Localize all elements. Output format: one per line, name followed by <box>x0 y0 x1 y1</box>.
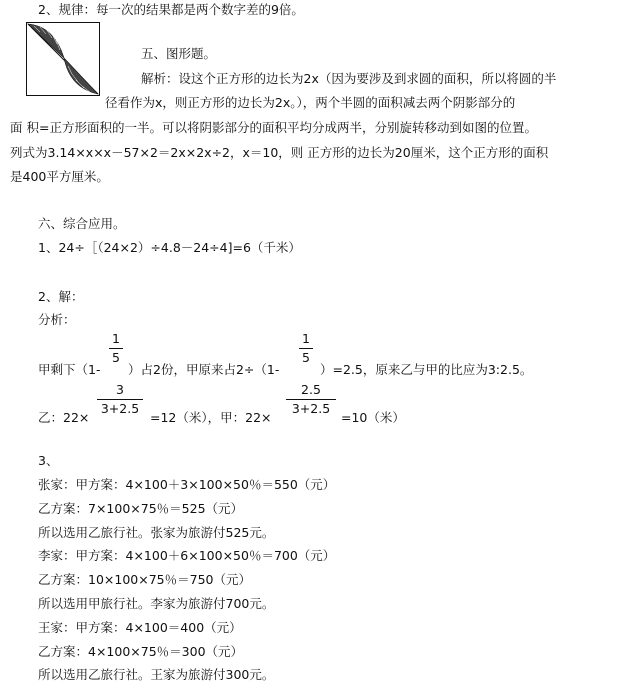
section5-analysis-line2: 径看作为x，则正方形的边长为2x。），两个半圆的面积减去两个阴影部分的 <box>105 95 516 110</box>
q2-line1-b: ）占2份，甲原来占2÷（1- <box>128 362 280 377</box>
section5-analysis-line5: 是400平方厘米。 <box>10 169 109 184</box>
li-plan-a: 李家：甲方案：4×100＋6×100×50％＝700（元） <box>38 548 336 563</box>
q2-line2-a: 乙：22× <box>38 410 90 425</box>
section5-analysis-line3: 面 积=正方形面积的一半。可以将阴影部分的面积平均分成两半，分别旋转移动到如图的位置。 <box>10 120 537 135</box>
section6-title: 六、综合应用。 <box>38 216 126 231</box>
section5-analysis-line1: 解析：设这个正方形的边长为2x（因为要涉及到求圆的面积，所以将圆的半 <box>141 71 557 86</box>
q2-line2-c: =10（米） <box>341 410 405 425</box>
li-plan-b: 乙方案：10×100×75％＝750（元） <box>38 572 251 587</box>
q3-label: 3、 <box>38 453 59 468</box>
section5-title: 五、图形题。 <box>141 46 217 61</box>
zhang-plan-a: 张家：甲方案：4×100＋3×100×50％＝550（元） <box>38 477 336 492</box>
wang-conclusion: 所以选用乙旅行社。王家为旅游付300元。 <box>38 667 275 682</box>
fraction-one-fifth-1: 1 5 <box>109 331 123 366</box>
wang-plan-b: 乙方案：4×100×75％＝300（元） <box>38 644 244 659</box>
zhang-plan-b: 乙方案：7×100×75％＝525（元） <box>38 501 244 516</box>
li-conclusion: 所以选用甲旅行社。李家为旅游付700元。 <box>38 596 275 611</box>
q2-line1-c: ）=2.5，原来乙与甲的比应为3:2.5。 <box>320 362 533 377</box>
q2-line1-a: 甲剩下（1- <box>38 362 101 377</box>
fraction-2p5-over-5p5: 2.5 3+2.5 <box>286 382 336 417</box>
section5-analysis-line4: 列式为3.14×x×x－57×2＝2x×2x÷2，x＝10，则 正方形的边长为20厘米，这个正方形的面积 <box>10 145 549 160</box>
square-figure <box>26 22 100 96</box>
section6-q2: 2、解： <box>38 289 84 304</box>
analysis-label: 分析： <box>38 312 76 327</box>
wang-plan-a: 王家：甲方案：4×100＝400（元） <box>38 620 242 635</box>
zhang-conclusion: 所以选用乙旅行社。张家为旅游付525元。 <box>38 525 275 540</box>
fraction-3-over-5p5: 3 3+2.5 <box>97 382 143 417</box>
fraction-one-fifth-2: 1 5 <box>299 331 313 366</box>
section6-q1: 1、24÷［（24×2）÷4.8－24÷4]=6（千米） <box>38 240 301 255</box>
q2-line2-b: =12（米），甲：22× <box>150 410 272 425</box>
rule-text: 2、规律：每一次的结果都是两个数字差的9倍。 <box>38 2 304 17</box>
